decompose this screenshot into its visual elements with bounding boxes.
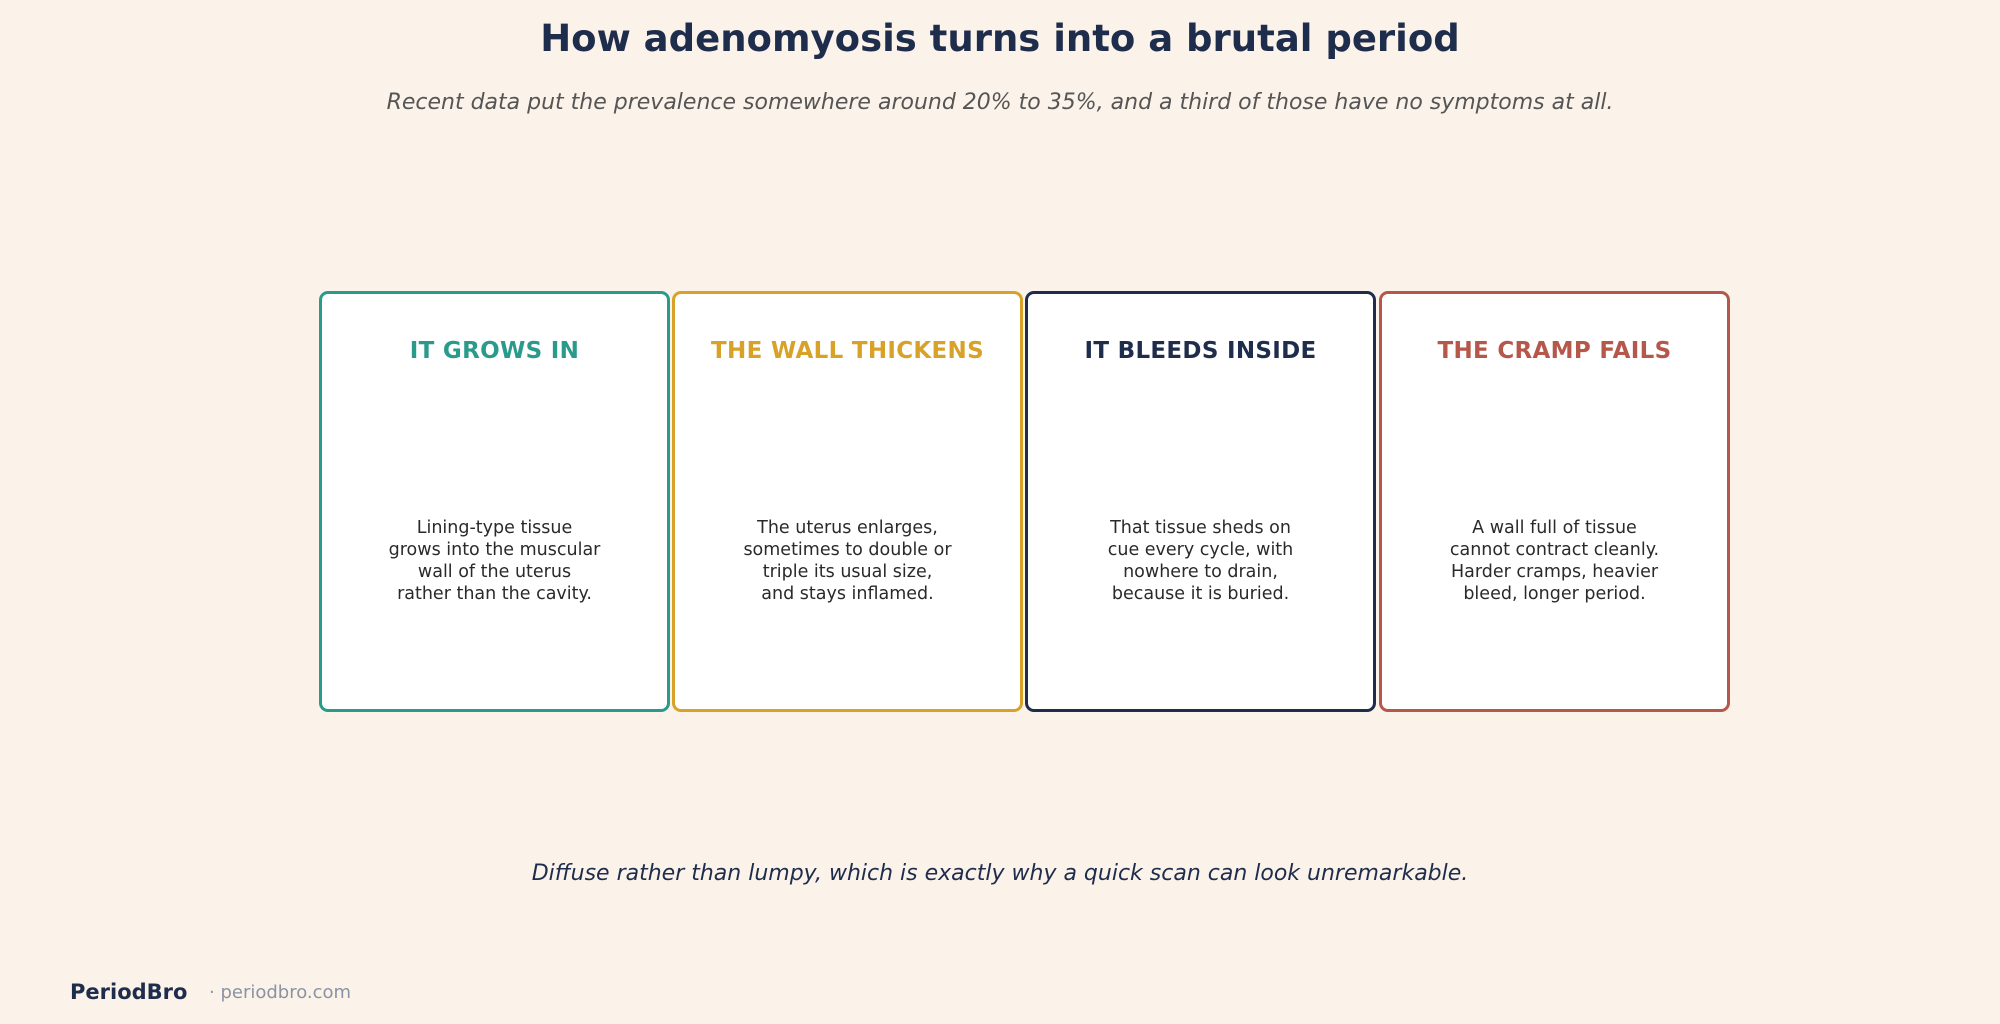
card-title: IT BLEEDS INSIDE [1084, 338, 1317, 364]
brand-name: PeriodBro [70, 980, 188, 1004]
card-title: THE WALL THICKENS [711, 338, 984, 364]
card-body: That tissue sheds on cue every cycle, with nowhere to drain, because it is buried. [1107, 518, 1294, 604]
card-body: The uterus enlarges, sometimes to double or triple its usual size, and stays inflamed. [743, 518, 952, 604]
card-title: THE CRAMP FAILS [1437, 338, 1672, 364]
page-title: How adenomyosis turns into a brutal period [540, 17, 1460, 60]
card-body: Lining-type tissue grows into the muscular wall of the uterus rather than the cavity. [388, 518, 601, 604]
page-subtitle: Recent data put the prevalence somewhere around 20% to 35%, and a third of those have no symptoms at all. [386, 90, 1614, 115]
footnote: Diffuse rather than lumpy, which is exactly why a quick scan can look unremarkable. [531, 861, 1469, 886]
card-grows-in [319, 291, 670, 712]
card-wall-thickens [672, 291, 1023, 712]
brand-url[interactable]: · periodbro.com [209, 982, 352, 1003]
step-cards [319, 291, 1731, 712]
card-cramp-fails [1379, 291, 1730, 712]
card-title: IT GROWS IN [409, 338, 580, 364]
card-bleeds-inside [1025, 291, 1376, 712]
card-body: A wall full of tissue cannot contract cleanly. Harder cramps, heavier bleed, longer period. [1449, 518, 1660, 604]
